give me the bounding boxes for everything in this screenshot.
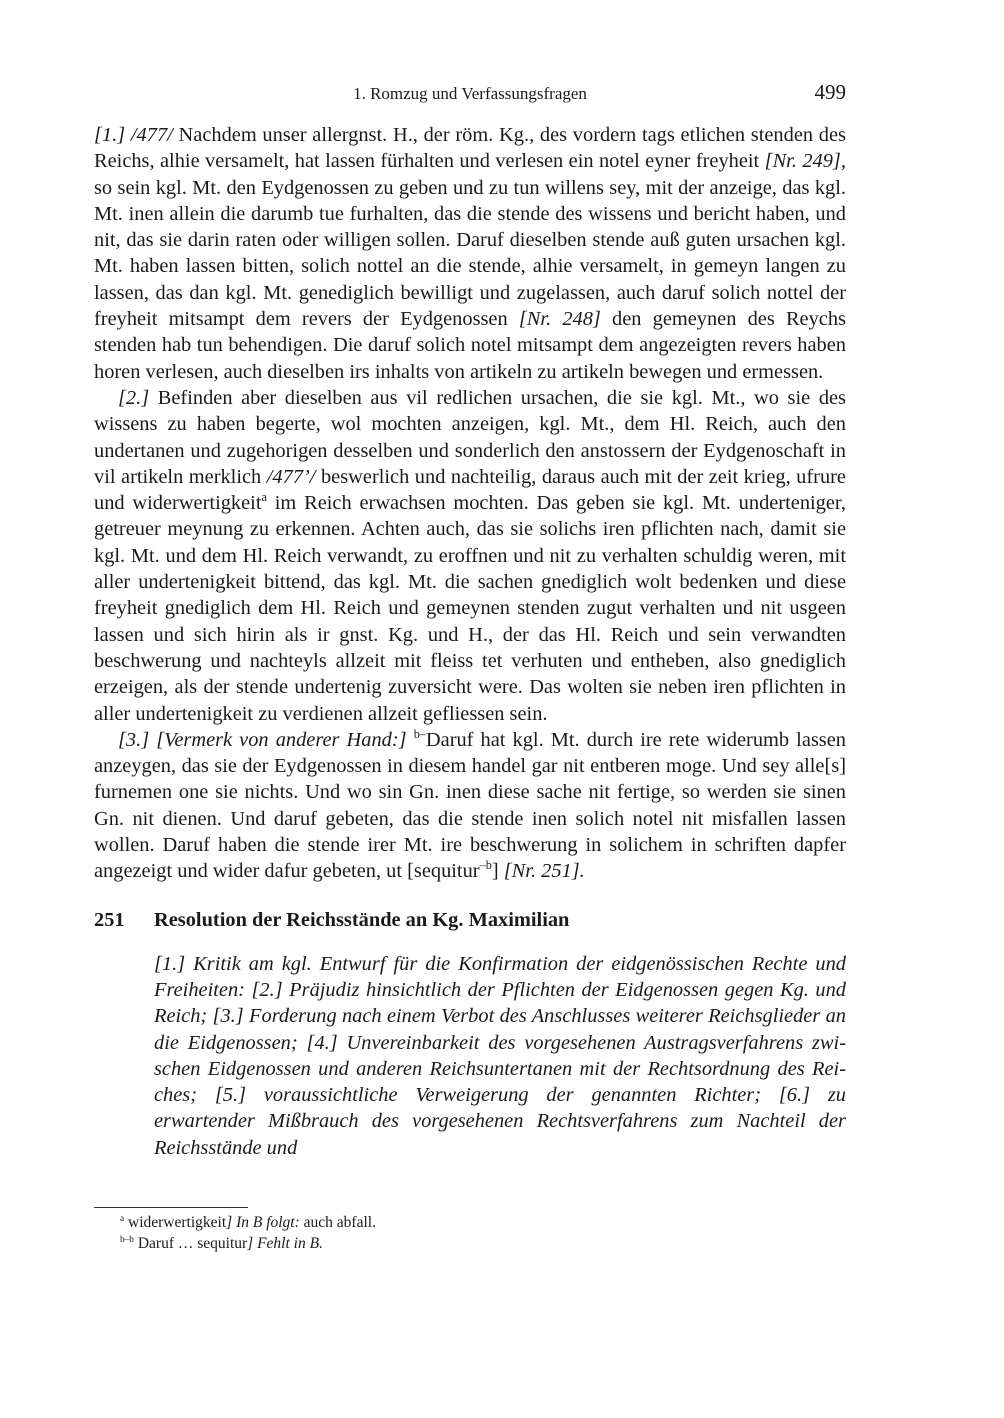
page-header <box>94 80 846 110</box>
paragraph-marker: [3.] [Vermerk von anderer Hand:] <box>118 728 407 751</box>
paragraph-text: beswerlich und nachteilig, daraus auch mit der zeit krieg, ufrure und widerwertigkeit <box>94 465 846 515</box>
paragraph-text: den gemeynen des Reychs stenden hab tun behendigen. Die daruf solich notel mitsampt dem angezeigten revers haben horen verlesen, auch dieselben irs inhalts von artikeln zu artikeln bewegen und ermessen. <box>94 308 846 383</box>
footnote <box>120 1212 840 1233</box>
main-text <box>94 122 846 1161</box>
running-head: 1. Romzug und Verfassungsfragen <box>353 84 587 103</box>
paragraph-marker: [1.] /477/ <box>94 124 173 146</box>
footnote-mark: a <box>261 490 267 505</box>
footnotes <box>120 1212 840 1254</box>
footnote-label: a <box>120 1213 125 1224</box>
paragraph-text: ] <box>491 860 499 883</box>
footnote-rule <box>94 1207 248 1208</box>
footnote <box>120 1233 840 1254</box>
paragraph-text: , so sein kgl. Mt. den Eydgenossen zu geben und zu tun willens sey, mit der anzeige, das kgl. Mt. inen allein die darumb tue furhalten, das die stende des wissens und bericht haben, und nit, das sie darin raten oder willigen sollen. Daruf dieselben stende auß guten ursachen kgl. Mt. haben lassen bitten, solich nottel an die stende, alhie versamelt, in gemeyn langen zu lassen, das dan kgl. Mt. genediglich bewilligt und zugelassen, auch daruf solich nottel der freyheit mitsampt dem revers der Eydgenossen <box>94 150 846 331</box>
paragraph-2 <box>94 385 846 727</box>
paragraph-text: Nachdem unser allergnst. H., der röm. Kg., des vordern tags etlichen stenden des Reichs, alhie versamelt, hat lassen fürhalten und verlesen ein notel eyner freyheit <box>94 124 846 173</box>
footnote-lemma: Daruf … sequitur <box>137 1235 248 1252</box>
paragraph-text: Daruf hat kgl. Mt. durch ire rete widerumb lassen anzeygen, das sie der Eydgenossen in diesem handel gar nit entberen moge. Und sey alle[s] furnemen one sie nichts. Und wo sin Gn. inen diese sache nit fertige, so werden sie sinen Gn. nit dienen. Und daruf gebeten, das die stende inen solich notel nit misfallen lassen wollen. Daruf haben die stende irer Mt. ire beschwerung in solichem in schriften dapfer angezeigt und wider dafur gebeten, ut [sequitur <box>94 728 846 883</box>
section-number: 251 <box>94 908 125 931</box>
paragraph-text: Befinden aber dieselben aus vil redlichen ursachen, die sie kgl. Mt., wo sie des wissens zu haben begerte, wol mochten anzeigen, kgl. Mt., dem Hl. Reich, auch den undertanen und zugehorigen desselben und sonderlich den anstossern der Eydgenoschaft in vil artikeln merklich <box>94 386 846 488</box>
section-heading <box>94 905 846 935</box>
document-reference: [Nr. 251]. <box>503 860 585 883</box>
paragraph-text: im Reich erwachsen mochten. Das geben sie kgl. Mt. underteniger, getreuer meynung zu erkennen. Achten auch, das sie solichs iren pflichten nach, damit sie kgl. Mt. und dem Hl. Reich verwandt, zu eroffnen und nit zu verhalten schuldig weren, mit aller undertenigkeit bittend, das kgl. Mt. die sachen gnediglich wolt bedenken und diese freyheit gnediglich dem Hl. Reich und gemeynen stenden zugut verhalten und nit usgeen lassen und sich hirin als ir gnst. Kg. und H., der das Hl. Reich und sein verwandten beschwerung und nachteyls allzeit mit fleiss tet verhuten und entheben, also gnediglich erzeigen, als der stende undertenig zuversicht were. Das wolten sie neben iren pflichten in aller undertenigkeit zu verdienen allzeit gefliessen sein. <box>94 492 846 725</box>
footnote-mark-open: b– <box>413 727 426 742</box>
paragraph-1 <box>94 122 846 385</box>
section-summary: [1.] Kritik am kgl. Entwurf für die Konfirmation der eidgenössischen Rechte und Freiheiten: [2.] Präjudiz hinsichtlich der Pflichten der Eidgenossen gegen Kg. und Reich; [3.] Forderung nach einem Verbot des Anschlusses weiterer Reichsglieder an die Eidgenossen; [4.] Unvereinbarkeit des vorgesehenen Austragsverfahrens zwi-schen Eidgenossen und anderen Reichsuntertanen mit der Rechtsordnung des Rei-ches; [5.] voraussichtliche Verweigerung der genannten Richter; [6.] zu erwartender Mißbrauch des vorgesehenen Rechtsverfahrens zum Nachteil der Reichsstände und <box>154 952 846 1159</box>
folio-marker: /477’/ <box>266 465 316 488</box>
footnote-mark-close: –b <box>479 858 492 873</box>
footnote-lemma: widerwertigkeit <box>128 1214 227 1231</box>
paragraph-marker: [2.] <box>118 386 150 409</box>
page-number: 499 <box>814 80 846 104</box>
footnote-text: auch abfall. <box>303 1214 376 1231</box>
footnote-comment: ] Fehlt in B. <box>247 1235 323 1252</box>
document-reference: [Nr. 248] <box>518 308 601 331</box>
footnote-label: b–b <box>120 1234 134 1245</box>
footnote-comment: ] In B folgt: <box>226 1214 300 1231</box>
document-reference: [Nr. 249] <box>764 150 841 173</box>
paragraph-3 <box>94 727 846 885</box>
section-title: Resolution der Reichsstände an Kg. Maximilian <box>154 908 570 931</box>
